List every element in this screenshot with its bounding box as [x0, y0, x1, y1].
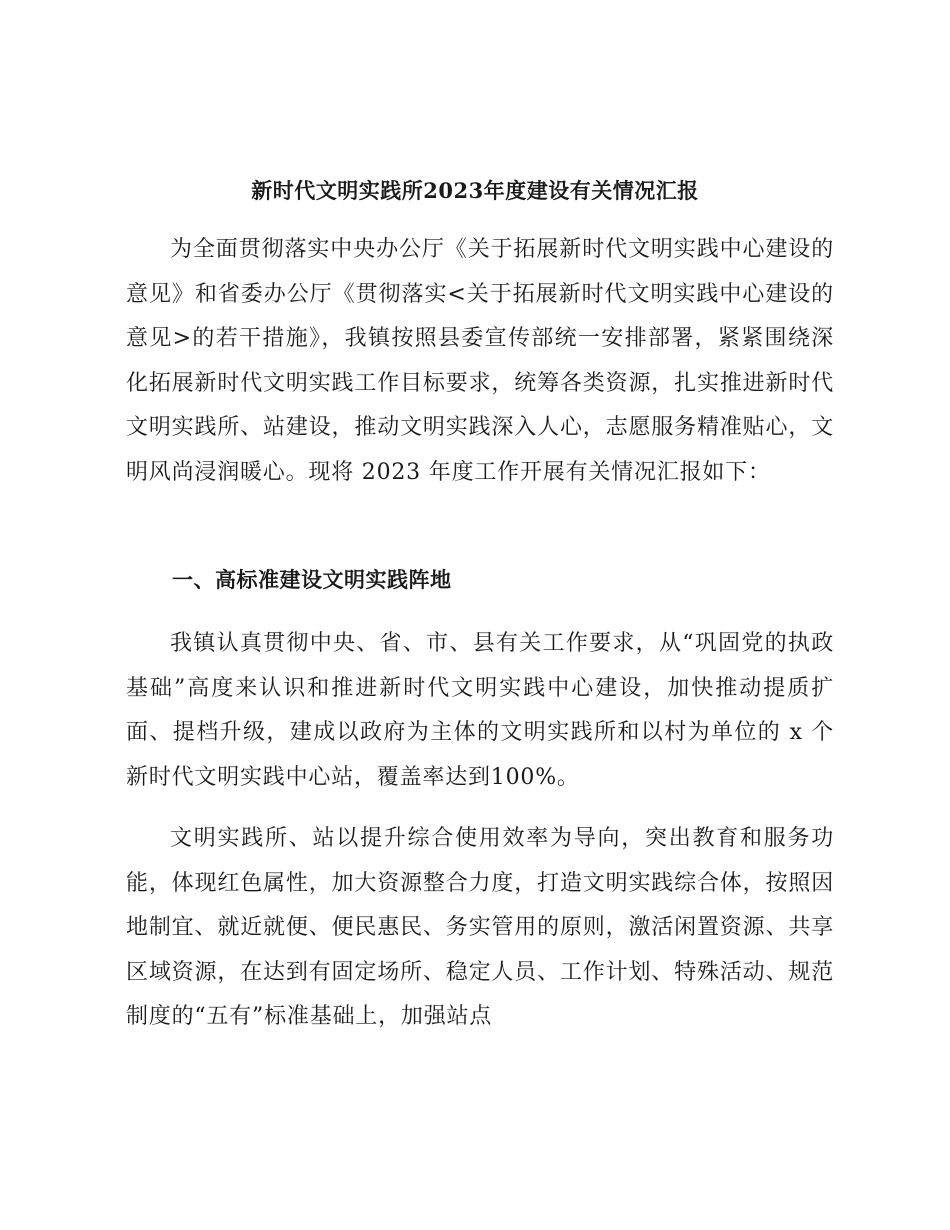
- section-heading: 一、高标准建设文明实践阵地: [172, 568, 452, 592]
- intro-paragraph: 为全面贯彻落实中央办公厅《关于拓展新时代文明实践中心建设的意见》和省委办公厅《贯彻落实<关于拓展新时代文明实践中心建设的意见>的若干措施》，我镇按照县委宣传部统一安排部署，紧紧围绕深化拓展新时代文明实践工作目标要求，统筹各类资源，扎实推进新时代文明实践所、站建设，推动文明实践深入人心，志愿服务精准贴心，文明风尚浸润暖心。现将 2023 年度工作开展有关情况汇报如下：: [126, 237, 834, 485]
- document-title: 新时代文明实践所2023年度建设有关情况汇报: [251, 178, 699, 203]
- body-paragraph: 我镇认真贯彻中央、省、市、县有关工作要求，从“巩固党的执政基础”高度来认识和推进新时代文明实践中心建设，加快推动提质扩面、提档升级，建成以政府为主体的文明实践所和以村为单位的 x 个新时代文明实践中心站，覆盖率达到100%。: [126, 631, 834, 790]
- body-paragraph: 文明实践所、站以提升综合使用效率为导向，突出教育和服务功能，体现红色属性，加大资源整合力度，打造文明实践综合体，按照因地制宜、就近就便、便民惠民、务实管用的原则，激活闲置资源、共享区域资源，在达到有固定场所、稳定人员、工作计划、特殊活动、规范制度的“五有”标准基础上，加强站点: [126, 826, 834, 1030]
